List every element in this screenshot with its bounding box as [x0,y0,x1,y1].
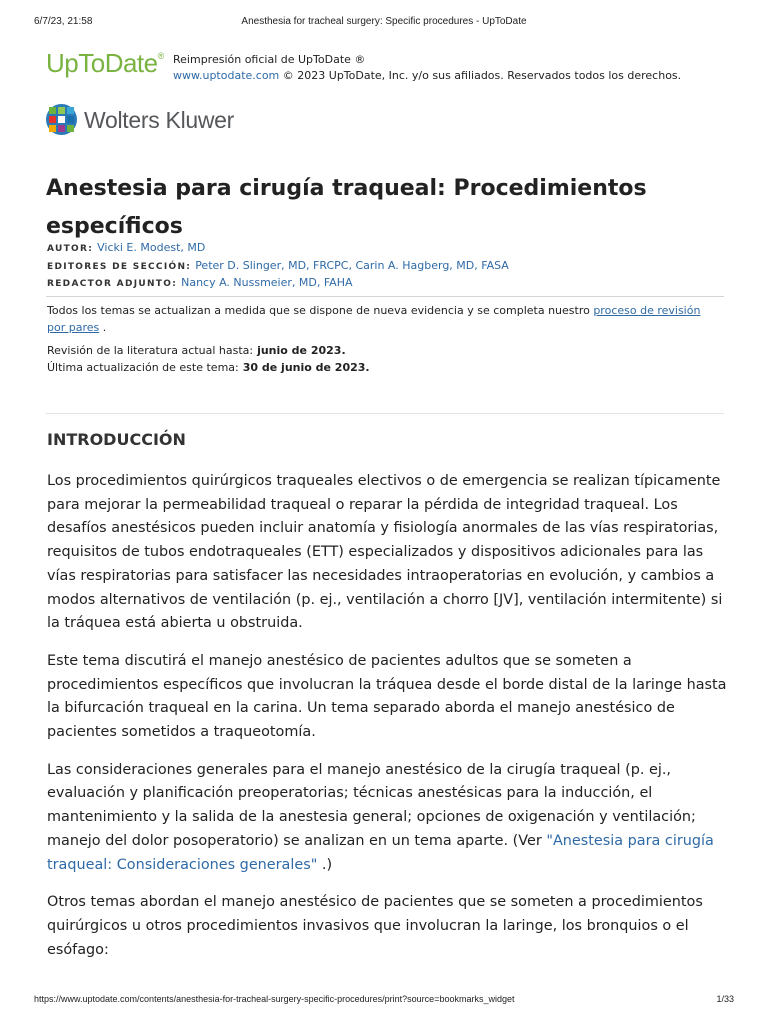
paragraph: Este tema discutirá el manejo anestésico de pacientes adultos que se someten a procedimientos específicos que involucran la tráquea desde el borde distal de la laringe hasta la bifurcación traqueal en la carina. Un tema separado aborda el manejo anestésico de pacientes sometidos a traqueotomía. [47,652,727,741]
paragraph [47,759,727,878]
print-header [34,16,734,30]
update-note-tail: . [99,320,107,334]
divider [46,413,724,414]
print-date: 6/7/23, 21:58 [34,16,93,27]
paragraph-text: Las consideraciones generales para el manejo anestésico de la cirugía traqueal (p. ej., evaluación y planificación preoperatorias; técnicas anestésicas para la inducción, el mantenimiento y la salida de la anestesia general; opciones de oxigenación y ventilación; manejo del dolor posoperatorio) se analizan en un tema aparte. (Ver [47,761,696,849]
last-updated-date: 30 de junio de 2023. [242,360,370,374]
last-updated-label: Última actualización de este tema: [47,360,239,374]
last-updated-row [47,360,370,377]
uptodate-logo-text: UpToDate [46,48,158,78]
literature-review-label: Revisión de la literatura actual hasta: [47,344,254,357]
deputy-editor-row [47,275,509,293]
paragraph: Los procedimientos quirúrgicos traqueales electivos o de emergencia se realizan típicamente para mejorar la permeabilidad traqueal o reparar la pérdida de integridad traqueal. Los desafíos anestésicos pueden incluir anatomía y fisiología anormales de las vías respiratorias, requisitos de tubos endotraqueales (ETT) especializados y dispositivos adicionales para las vías respiratorias para satisfacer las necesidades intraoperatorias en evolución, y cambios a modos alternativos de ventilación (p. ej., ventilación a chorro [JV], ventilación intermitente) si la tráquea está abierta u obstruida. [47,473,723,632]
review-dates [47,343,370,376]
author-link[interactable]: Vicki E. Modest, MD [97,241,206,254]
deputy-editor-link[interactable]: Nancy A. Nussmeier, MD, FAHA [181,276,353,289]
copyright-line [173,68,733,84]
editors-links[interactable]: Peter D. Slinger, MD, FRCPC, Carin A. Hagberg, MD, FASA [195,258,509,272]
editors-row [47,258,509,276]
peer-review-link[interactable]: proceso de revisión por pares [47,304,701,334]
reprint-notice [173,52,733,84]
update-note [47,303,717,336]
article-title-wrap [46,170,726,239]
print-url: https://www.uptodate.com/contents/anesthesia-for-tracheal-surgery-specific-procedures/print?source=bookmarks_widget [34,994,515,1004]
article-body [47,470,727,976]
uptodate-logo[interactable] [46,48,164,79]
literature-review-date: junio de 2023. [257,344,346,357]
wolters-kluwer-wordmark: Wolters Kluwer [84,107,235,133]
copyright-text: © 2023 UpToDate, Inc. y/o sus afiliados. Reservados todos los derechos. [279,69,682,82]
paragraph-tail: .) [317,856,333,873]
author-label: AUTOR: [47,244,94,254]
author-row [47,240,509,258]
page-number: 1/33 [716,994,734,1004]
article-title: Anestesia para cirugía traqueal: Procedimientos específicos [46,176,647,239]
wolters-kluwer-mark-icon [46,104,77,135]
uptodate-site-link[interactable]: www.uptodate.com [173,69,280,82]
divider [46,296,724,297]
article-credits [47,240,509,293]
section-heading-introduction: INTRODUCCIÓN [47,430,186,449]
reprint-line: Reimpresión oficial de UpToDate ® [173,53,366,66]
deputy-editor-label: REDACTOR ADJUNTO: [47,279,178,289]
print-page-title: Anesthesia for tracheal surgery: Specific procedures - UpToDate [241,16,527,27]
print-footer [34,994,734,1008]
editors-label: EDITORES DE SECCIÓN: [47,261,192,272]
literature-review-row [47,343,370,360]
general-considerations-link[interactable]: "Anestesia para cirugía traqueal: Consideraciones generales" [47,832,714,873]
update-note-text: Todos los temas se actualizan a medida que se dispone de nueva evidencia y se completa nuestro [47,304,594,317]
registered-mark: ® [157,51,164,61]
paragraph: Otros temas abordan el manejo anestésico de pacientes que se someten a procedimientos quirúrgicos u otros procedimientos invasivos que involucran la laringe, los bronquios o el esófago: [47,894,703,958]
